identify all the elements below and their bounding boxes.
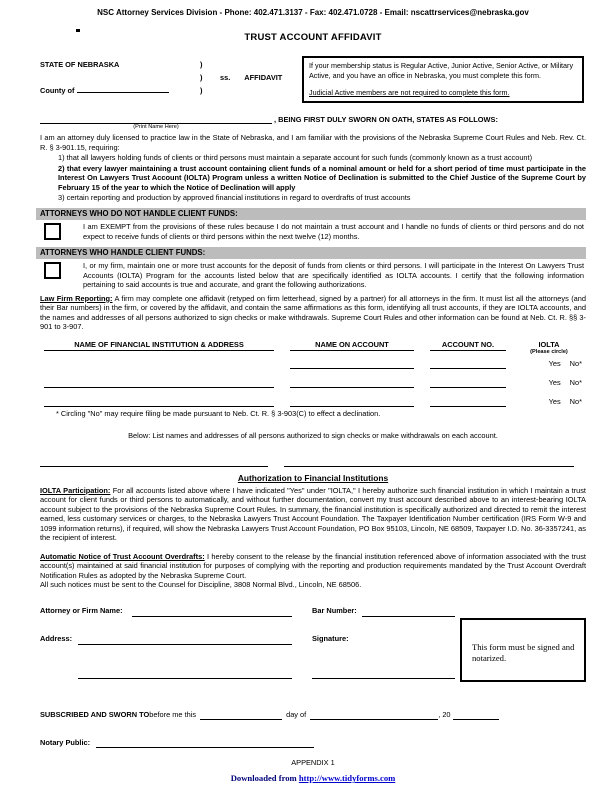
account-row-2 [40, 369, 586, 388]
col-header-name-on-account: NAME ON ACCOUNT [290, 340, 414, 351]
year-field-line[interactable] [453, 710, 499, 720]
authorized-persons-field-line-2[interactable] [284, 458, 574, 467]
table-footnote: * Circling "No" may require filing be made pursuant to Neb. Ct. R. § 3-903(C) to effect a declination. [56, 409, 381, 419]
year-prefix: , 20 [438, 710, 451, 720]
iolta-circle-hint: (Please circle) [530, 349, 568, 356]
intro-paragraph: I am an attorney duly licensed to practice law in the State of Nebraska, and I am familiar with the provisions of the Nebraska Supreme Court Rules and Neb. Rev. Ct. R. § 3-901.15, requiring: [40, 133, 586, 152]
law-firm-reporting-body: A firm may complete one affidavit (retyped on firm letterhead, signed by a partner) for all attorneys in the firm. It must list all the attorneys (and their Bar numbers) in the firm, or covered by the affidavit, and contain the same affirmations as this form, identifying all trust accounts, if they are IOLTA accounts, and the names and addresses of all persons authorized to sign checks or make withdrawals. Supreme Court Rules and other information can be found at Neb. Ct. R. §§ 3-901 to 3-907. [40, 293, 586, 332]
download-credit-line [40, 773, 586, 784]
bar-number-field-line[interactable] [362, 615, 455, 617]
exempt-statement: I am EXEMPT from the provisions of these rules because I do not maintain a trust account and I handle no funds of clients or third persons and do not expect to receive funds of clients or third persons within the next twelve (12) months. [83, 222, 584, 241]
sworn-statement-text: , BEING FIRST DULY SWORN ON OATH, STATES AS FOLLOWS: [274, 114, 498, 124]
accounts-table [40, 340, 586, 419]
handle-statement: I, or my firm, maintain one or more trust accounts for the deposit of funds from clients or third persons. I will participate in the Interest On Lawyers Trust Accounts (IOLTA) Program for the accounts listed below that are specifically identified as IOLTA accounts. I certify that the following information pertaining to said accounts is true and accurate, and grant the following authorizations. [83, 261, 584, 290]
credit-prefix-text: Downloaded from [230, 773, 299, 784]
name-on-account-field-row3[interactable] [290, 387, 414, 407]
exempt-checkbox[interactable] [44, 223, 61, 240]
address-field-line-1[interactable] [78, 643, 292, 645]
iolta-participation-paragraph [40, 486, 586, 543]
rule-item-3: 3) certain reporting and production by approved financial institutions in regard to overdrafts of trust accounts [58, 193, 411, 203]
iolta-no-option-row2[interactable]: No* [569, 377, 582, 387]
membership-notice-text: If your membership status is Regular Active, Junior Active, Senior Active, or Military Active, and you have an office in Nebraska, you must complete this form. [309, 61, 574, 80]
paren: ) [200, 59, 203, 69]
subscribed-sworn-row [40, 710, 586, 720]
signature-label: Signature: [312, 633, 349, 643]
iolta-yes-option-row2[interactable]: Yes [548, 377, 561, 387]
authorized-persons-lines [40, 458, 586, 467]
agency-contact-line: NSC Attorney Services Division - Phone: 402.471.3137 - Fax: 402.471.0728 - Email: nscattrservices@nebraska.gov [97, 8, 529, 17]
bar-number-label: Bar Number: [312, 605, 357, 615]
overdraft-notice-paragraph [40, 552, 586, 580]
tidyforms-link[interactable]: http://www.tidyforms.com [298, 773, 396, 784]
col-header-institution: NAME OF FINANCIAL INSTITUTION & ADDRESS [44, 340, 274, 351]
before-me-text: before me this [149, 710, 197, 720]
sworn-statement-row [40, 113, 586, 131]
exempt-option-row [40, 222, 586, 241]
page-title: TRUST ACCOUNT AFFIDAVIT [244, 32, 382, 44]
venue-block [40, 56, 302, 103]
attorney-name-label: Attorney or Firm Name: [40, 605, 123, 615]
section-header-no-client-funds: ATTORNEYS WHO DO NOT HANDLE CLIENT FUNDS: [36, 208, 586, 220]
notary-row [40, 738, 586, 748]
handle-option-row [40, 261, 586, 289]
stray-print-mark [76, 29, 80, 32]
accounts-table-header [40, 340, 586, 357]
overdraft-notice-body: I hereby consent to the release by the financial institution referenced above of information associated with the trust account(s) maintained at said financial institution for purposes of complying with the reporting and production requirements mandated by the Trust Account Overdraft Notification Rules as adopted by the Nebraska Supreme Court. [40, 551, 586, 580]
attorney-name-field-line[interactable] [132, 615, 292, 617]
col-header-iolta: IOLTA [538, 339, 560, 349]
month-field-line[interactable] [310, 710, 438, 720]
account-no-field-row3[interactable] [430, 387, 506, 407]
membership-notice-box [302, 56, 584, 103]
handle-checkbox[interactable] [44, 262, 61, 279]
law-firm-reporting-paragraph [40, 294, 586, 332]
paren: ) [200, 85, 203, 95]
signature-field-line[interactable] [312, 677, 455, 679]
print-name-hint: (Print Name Here) [133, 124, 179, 131]
paren: ) [200, 72, 203, 82]
address-label: Address: [40, 633, 73, 643]
notices-address-line: All such notices must be sent to the Counsel for Discipline, 3808 Normal Blvd., Lincoln, NE 68506. [40, 580, 362, 590]
law-firm-reporting-label: Law Firm Reporting: [40, 293, 113, 303]
authorized-persons-instruction: Below: List names and addresses of all persons authorized to sign checks or make withdrawals on each account. [128, 430, 498, 440]
authorization-heading: Authorization to Financial Institutions [237, 473, 389, 484]
county-label: County of [40, 85, 75, 95]
notary-public-field-line[interactable] [96, 738, 314, 748]
authorized-persons-field-line-1[interactable] [40, 458, 268, 467]
day-number-field-line[interactable] [200, 710, 282, 720]
appendix-label: APPENDIX 1 [291, 757, 335, 767]
state-label: STATE OF NEBRASKA [40, 59, 120, 69]
iolta-participation-label: IOLTA Participation: [40, 485, 111, 495]
address-field-line-2[interactable] [78, 677, 292, 679]
subscribed-sworn-label: SUBSCRIBED AND SWORN TO [40, 710, 150, 720]
day-of-label: day of [286, 710, 307, 720]
rule-item-2: 2) that every lawyer maintaining a trust account containing client funds of a nominal amount or held for a short period of time must participate in the Interest On Lawyers Trust Account (IOLTA) Program unless a written Notice of Declination is submitted to the Chief Justice of the Supreme Court by February 15 of the year to which the Notice of Declination will apply [58, 163, 586, 192]
notarize-notice-box [460, 618, 586, 682]
affidavit-label: AFFIDAVIT [244, 72, 283, 82]
iolta-participation-body: For all accounts listed above where I have indicated "Yes" under "IOLTA," I hereby authorize such financial institution in which I maintain a trust account for client funds or third persons to automatically, and without further documentation, convert my trust account described above to an interest-bearing IOLTA account subject to the provisions of the Nebraska Supreme Court Rules. In summary, the financial institution is specifically authorized and directed to remit the interest earned, less customary services or charges, to the Nebraska Lawyers Trust Account Foundation. The Taxpayer Identification Number certification (IRS Form W-9 and 1099 information returns), if required, will show the Nebraska Lawyers Trust Account Foundation, PO Box 95103, Lincoln, NE 68509, Taxpayer I.D. No. 36-3357241, as the recipient of interest. [40, 485, 586, 543]
overdraft-notice-label: Automatic Notice of Trust Account Overdrafts: [40, 551, 205, 561]
judicial-active-note: Judicial Active members are not required to complete this form. [309, 87, 510, 97]
account-no-field-row1[interactable] [430, 355, 506, 369]
county-field-line[interactable] [77, 83, 169, 93]
iolta-no-option-row1[interactable]: No* [569, 358, 582, 368]
account-row-3 [40, 388, 586, 407]
notarize-note-text: This form must be signed and notarized. [472, 641, 575, 663]
signature-block [40, 606, 586, 692]
venue-and-notice [40, 56, 586, 103]
rule-item-1: 1) that all lawyers holding funds of clients or third persons must maintain a separate account for such funds (commonly known as a trust account) [58, 153, 533, 163]
section-header-handle-client-funds: ATTORNEYS WHO HANDLE CLIENT FUNDS: [36, 247, 586, 259]
print-name-field-line[interactable] [40, 113, 272, 124]
notary-public-label: Notary Public: [40, 738, 91, 748]
institution-field-row3[interactable] [44, 387, 274, 407]
iolta-yes-option-row1[interactable]: Yes [548, 358, 561, 368]
account-no-field-row2[interactable] [430, 368, 506, 388]
name-on-account-field-row1[interactable] [290, 355, 414, 369]
ss-label: ss. [220, 72, 231, 82]
institution-field-row2[interactable] [44, 368, 274, 388]
name-on-account-field-row2[interactable] [290, 368, 414, 388]
iolta-yes-option-row3[interactable]: Yes [548, 396, 561, 406]
col-header-account-no: ACCOUNT NO. [430, 340, 506, 351]
iolta-no-option-row3[interactable]: No* [569, 396, 582, 406]
